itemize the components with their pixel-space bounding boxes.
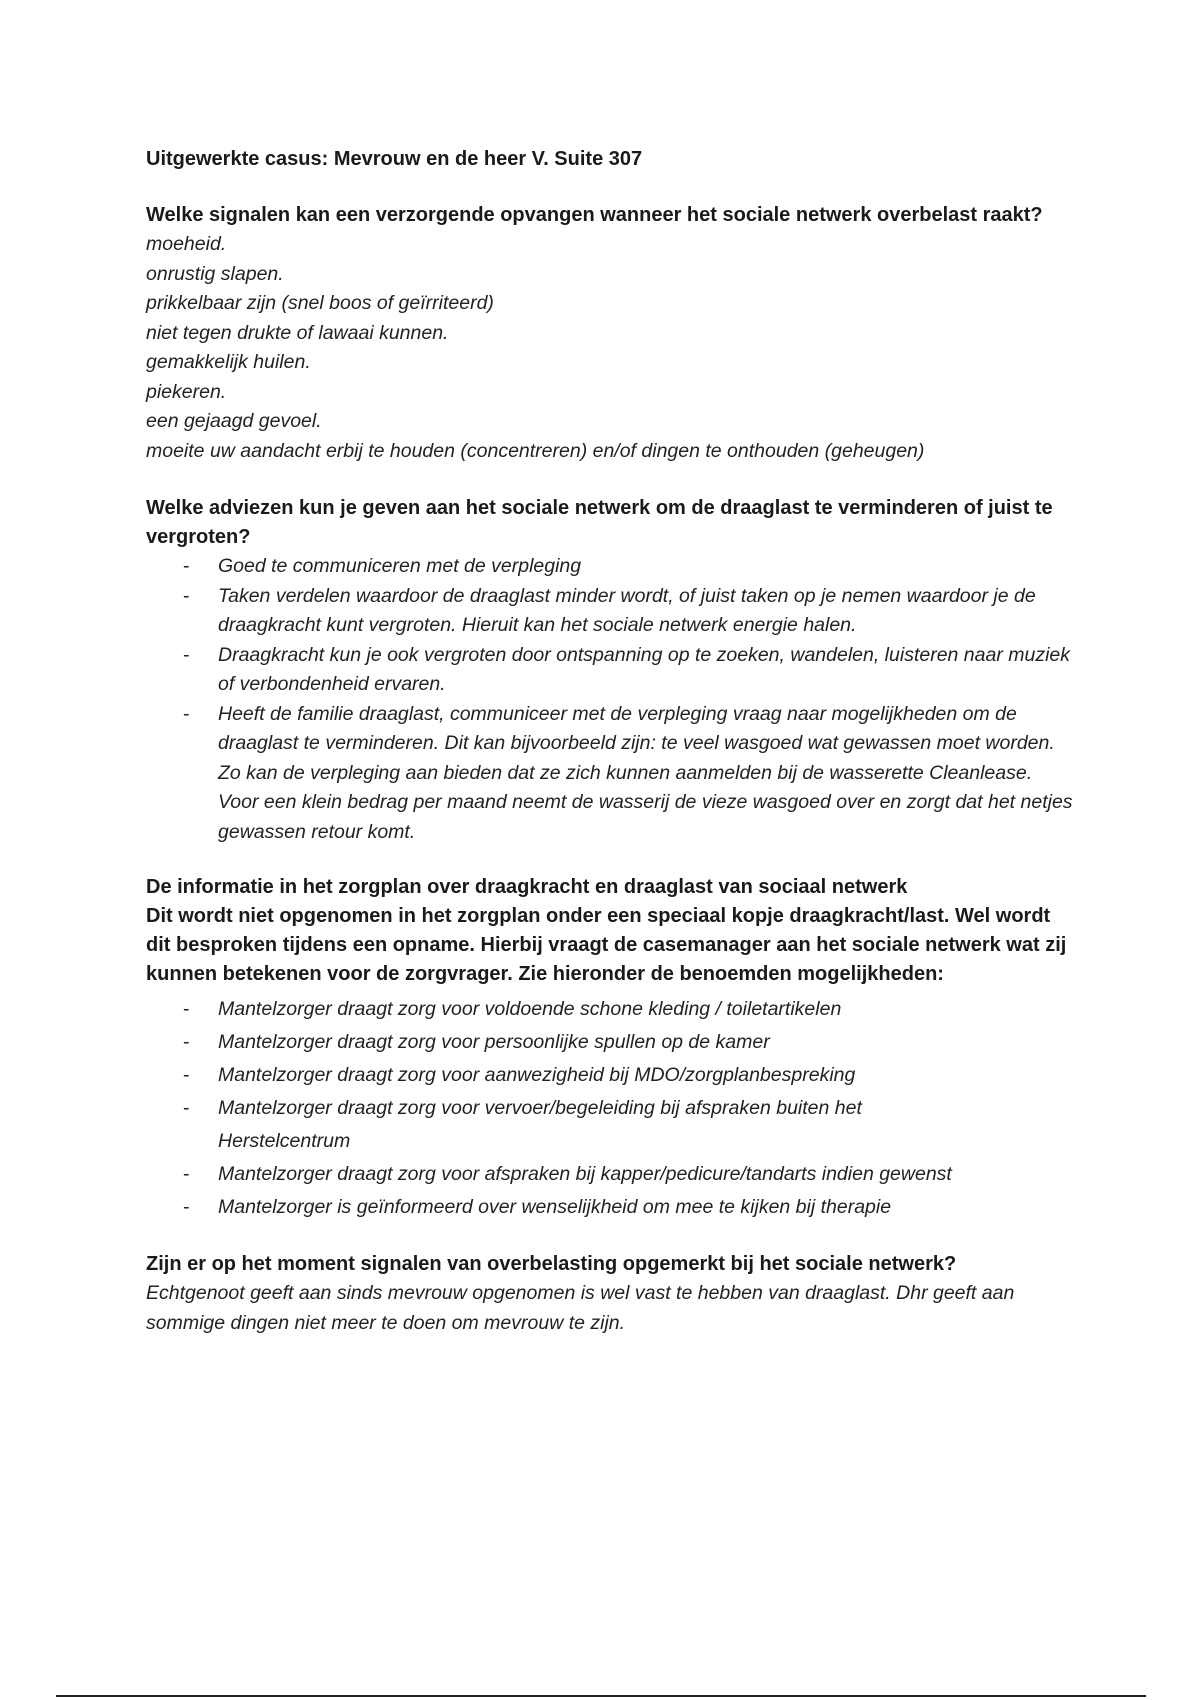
signal-line: piekeren. bbox=[146, 380, 227, 403]
signal-line: gemakkelijk huilen. bbox=[146, 351, 311, 373]
list-item: - Heeft de familie draaglast, communiceer met de verpleging vraag naar mogelijkheden om de draaglast te verminderen. Dit kan bijvoorbeeld zijn: te veel wasgoed wat gewassen moet worden. Zo kan de verpleging aan bieden dat ze zich kunnen aanmelden bij de wasserette Cleanlease. Voor een klein bedrag per maand neemt de wasserij de vieze wasgoed over en zorgt dat het netjes gewassen retour komt. bbox=[146, 700, 1076, 848]
list-item: - Draagkracht kun je ook vergroten door ontspanning op te zoeken, wandelen, luisteren naar muziek of verbondenheid ervaren. bbox=[146, 641, 1076, 700]
section-signals bbox=[146, 201, 1076, 466]
list-item: - Mantelzorger draagt zorg voor persoonlijke spullen op de kamer bbox=[146, 1026, 1076, 1059]
list-item: - Taken verdelen waardoor de draaglast minder wordt, of juist taken op je nemen waardoor je de draagkracht kunt vergroten. Hieruit kan het sociale netwerk energie halen. bbox=[146, 582, 1076, 641]
list-item: - Goed te communiceren met de verpleging bbox=[146, 552, 1076, 582]
signal-line: moeheid. bbox=[146, 233, 227, 255]
signal-line: een gejaagd gevoel. bbox=[146, 410, 322, 432]
list-item: - Mantelzorger draagt zorg voor vervoer/begeleiding bij afspraken buiten het Herstelcentrum bbox=[146, 1092, 1076, 1158]
section-advice bbox=[146, 494, 1076, 847]
signal-line: onrustig slapen. bbox=[146, 262, 284, 285]
list-item: - Mantelzorger draagt zorg voor afspraken bij kapper/pedicure/tandarts indien gewenst bbox=[146, 1158, 1116, 1191]
signal-line: moeite uw aandacht erbij te houden (concentreren) en/of dingen te onthouden (geheugen) bbox=[146, 439, 925, 462]
list-item: - Mantelzorger draagt zorg voor voldoende schone kleding / toiletartikelen bbox=[146, 993, 1076, 1026]
advice-list bbox=[146, 552, 1076, 847]
zorgplan-heading: De informatie in het zorgplan over draagkracht en draaglast van sociaal netwerk bbox=[146, 876, 908, 898]
document-page bbox=[146, 145, 1076, 1364]
question-advice: Welke adviezen kun je geven aan het sociale netwerk om de draaglast te verminderen of juist te vergroten? bbox=[146, 497, 1053, 548]
question-signals: Welke signalen kan een verzorgende opvangen wanneer het sociale netwerk overbelast raakt? bbox=[146, 204, 1043, 226]
list-item: - Mantelzorger is geïnformeerd over wenselijkheid om mee te kijken bij therapie bbox=[146, 1191, 1076, 1224]
mantelzorg-list bbox=[146, 993, 1076, 1224]
question-overbelasting: Zijn er op het moment signalen van overbelasting opgemerkt bij het sociale netwerk? bbox=[146, 1253, 957, 1275]
answer-overbelasting: Echtgenoot geeft aan sinds mevrouw opgenomen is wel vast te hebben van draaglast. Dhr geeft aan sommige dingen niet meer te doen om mevrouw te zijn. bbox=[146, 1282, 1015, 1334]
document-title: Uitgewerkte casus: Mevrouw en de heer V. Suite 307 bbox=[146, 148, 643, 170]
section-overbelasting bbox=[146, 1250, 1076, 1338]
footer-divider bbox=[56, 1695, 1146, 1697]
section-zorgplan bbox=[146, 873, 1076, 1224]
zorgplan-body: Dit wordt niet opgenomen in het zorgplan onder een speciaal kopje draagkracht/last. Wel wordt dit besproken tijdens een opname. Hierbij vraagt de casemanager aan het sociale netwerk wat zij kunnen betekenen voor de zorgvrager. Zie hieronder de benoemden mogelijkheden: bbox=[146, 905, 1067, 985]
signal-line: prikkelbaar zijn (snel boos of geïrriteerd) bbox=[146, 292, 494, 314]
signal-line: niet tegen drukte of lawaai kunnen. bbox=[146, 321, 449, 344]
list-item: - Mantelzorger draagt zorg voor aanwezigheid bij MDO/zorgplanbespreking bbox=[146, 1059, 1076, 1092]
